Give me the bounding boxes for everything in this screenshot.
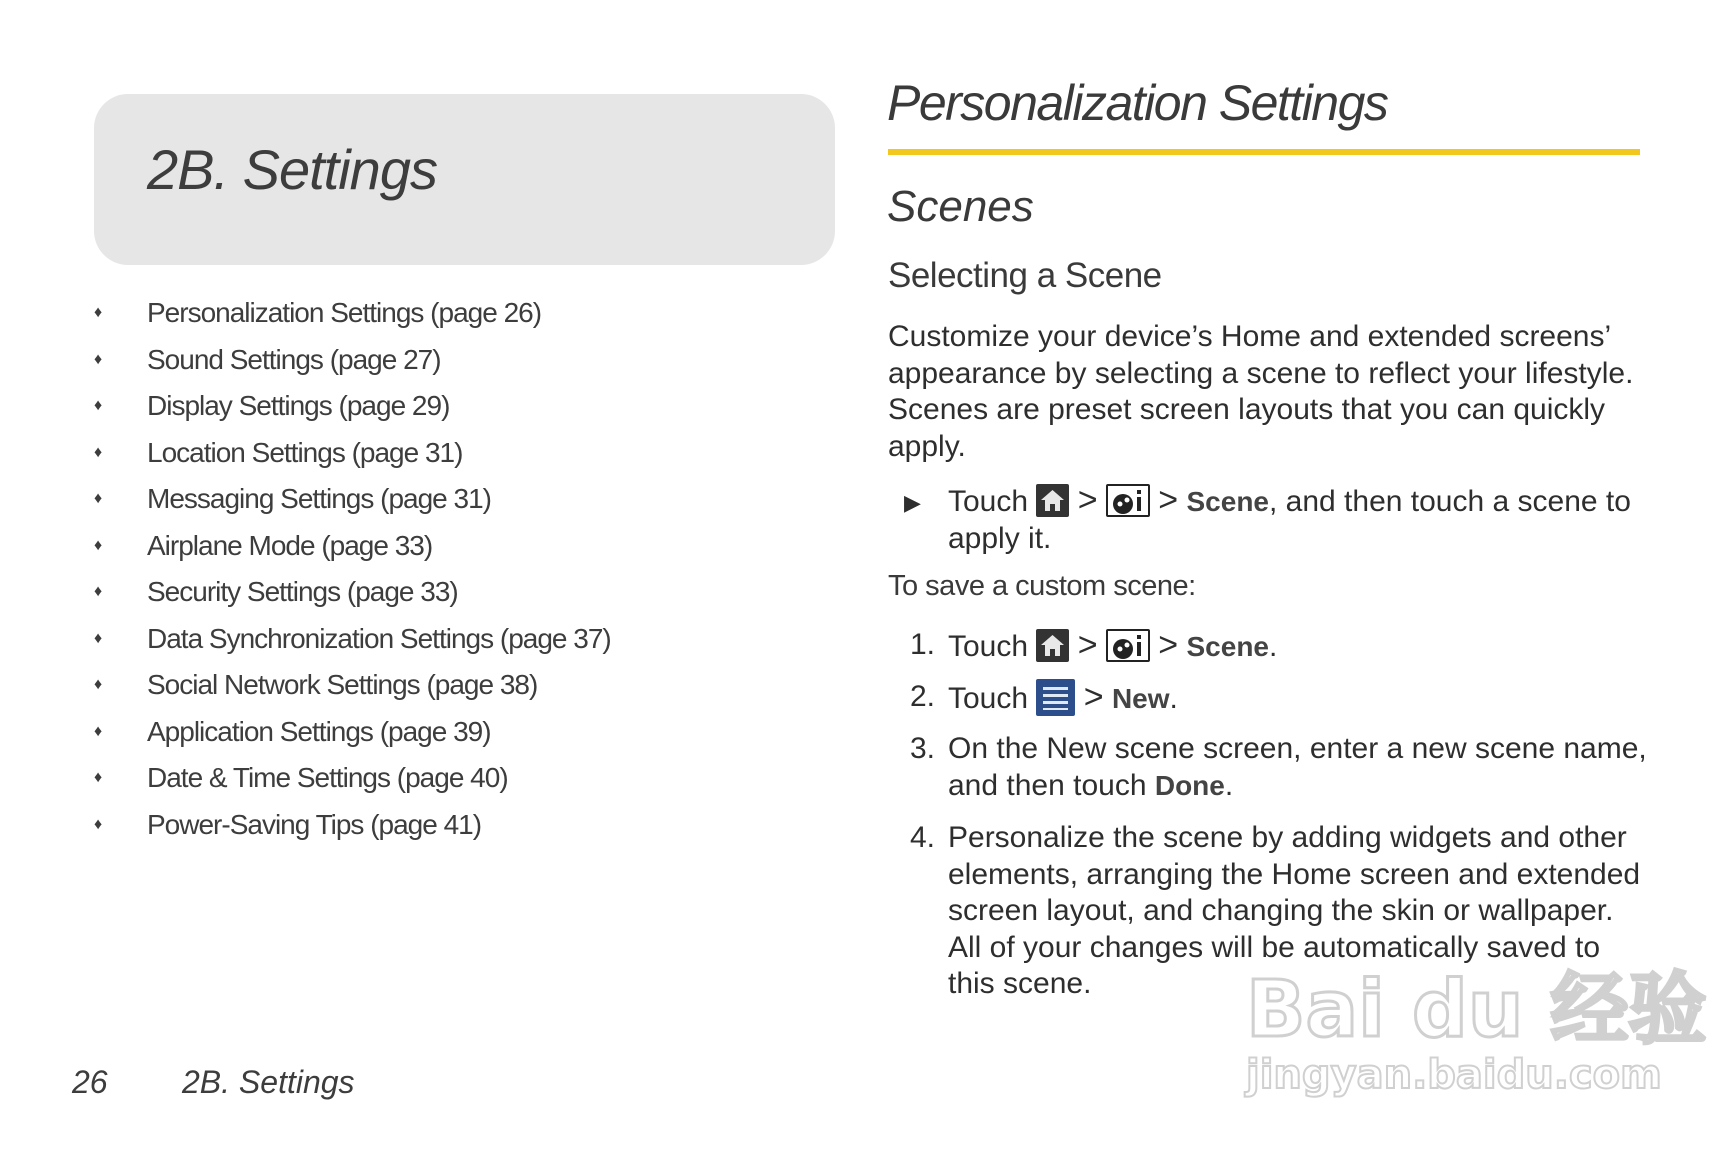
all-apps-icon bbox=[1106, 484, 1150, 517]
numbered-step-3 bbox=[910, 731, 1648, 804]
step-end-text: . bbox=[1269, 630, 1278, 663]
toc-entry[interactable]: Airplane Mode (page 33) bbox=[147, 529, 433, 561]
step-touch-text: Touch bbox=[948, 630, 1029, 663]
intro-paragraph: Customize your device’s Home and extended screens’ appearance by selecting a scene to reflect your lifestyle. Scenes are preset screen layouts that you can quickly apply. bbox=[888, 320, 1634, 463]
section-divider bbox=[888, 149, 1640, 155]
home-icon bbox=[1036, 484, 1069, 517]
numbered-step-1 bbox=[910, 626, 1648, 666]
chapter-title: 2B. Settings bbox=[147, 138, 437, 201]
step-number: 4. bbox=[910, 821, 936, 854]
section-title: Personalization Settings bbox=[887, 75, 1388, 131]
arrow-marker-icon: ▶ bbox=[904, 490, 921, 515]
step-touch-text: Touch bbox=[948, 682, 1029, 715]
home-icon bbox=[1036, 629, 1069, 662]
toc-entry[interactable]: Personalization Settings (page 26) bbox=[147, 297, 542, 328]
list-item bbox=[94, 665, 794, 712]
list-item bbox=[94, 619, 794, 666]
step-end-text: . bbox=[1224, 768, 1234, 802]
toc-entry[interactable]: Application Settings (page 39) bbox=[147, 715, 491, 747]
list-item bbox=[94, 805, 794, 852]
step-number: 1. bbox=[910, 628, 936, 661]
list-item bbox=[94, 572, 794, 619]
menu-icon bbox=[1036, 679, 1075, 716]
bullet-icon: ♦ bbox=[94, 629, 102, 647]
list-item bbox=[94, 758, 794, 805]
step-touch-text: Touch bbox=[948, 485, 1029, 518]
bullet-icon: ♦ bbox=[94, 815, 102, 833]
numbered-step-4 bbox=[910, 820, 1648, 1003]
scene-keyword: Scene bbox=[1186, 486, 1269, 517]
bullet-icon: ♦ bbox=[94, 350, 102, 368]
watermark-brand-text: Bai du 经验 bbox=[1246, 965, 1707, 1055]
toc-entry[interactable]: Data Synchronization Settings (page 37) bbox=[147, 622, 611, 654]
watermark-url-text: jingyan.baidu.com bbox=[1246, 1052, 1662, 1098]
list-item bbox=[94, 712, 794, 759]
toc-entry[interactable]: Display Settings (page 29) bbox=[147, 390, 450, 421]
bullet-icon: ♦ bbox=[94, 583, 102, 600]
all-apps-icon bbox=[1106, 629, 1150, 662]
bullet-icon: ♦ bbox=[94, 443, 102, 461]
list-item bbox=[94, 526, 794, 573]
topic-title: Selecting a Scene bbox=[888, 256, 1162, 295]
separator-text: > bbox=[1077, 626, 1098, 664]
chapter-contents-list bbox=[94, 293, 794, 851]
toc-entry[interactable]: Date & Time Settings (page 40) bbox=[147, 762, 508, 793]
list-item bbox=[94, 340, 794, 387]
step-text: On the New scene screen, enter a new scene name, and then touch bbox=[948, 732, 1647, 802]
list-item bbox=[94, 479, 794, 526]
bullet-icon: ♦ bbox=[94, 536, 102, 554]
bullet-icon: ♦ bbox=[94, 769, 102, 786]
step-end-text: . bbox=[1169, 682, 1178, 715]
subsection-title: Scenes bbox=[887, 182, 1034, 231]
new-keyword: New bbox=[1111, 683, 1170, 714]
list-item bbox=[94, 293, 794, 340]
step-text: Personalize the scene by adding widgets and other elements, arranging the Home screen and extended screen layout, and changing the skin or wallpaper. All of your changes will be automatically saved to this scene. bbox=[948, 821, 1641, 1000]
page-number: 26 bbox=[72, 1064, 108, 1100]
arrow-step bbox=[904, 481, 1648, 557]
done-keyword: Done bbox=[1154, 769, 1225, 801]
toc-entry[interactable]: Social Network Settings (page 38) bbox=[147, 669, 538, 700]
numbered-step-2 bbox=[910, 678, 1648, 718]
toc-entry[interactable]: Power-Saving Tips (page 41) bbox=[147, 808, 482, 840]
custom-scene-heading: To save a custom scene: bbox=[888, 570, 1196, 602]
footer-section-title: 2B. Settings bbox=[182, 1064, 355, 1100]
bullet-icon: ♦ bbox=[94, 397, 102, 414]
scene-keyword: Scene bbox=[1186, 631, 1269, 662]
step-number: 2. bbox=[910, 680, 936, 713]
toc-entry[interactable]: Messaging Settings (page 31) bbox=[147, 483, 491, 514]
separator-text: > bbox=[1158, 481, 1179, 519]
list-item bbox=[94, 433, 794, 480]
toc-entry[interactable]: Location Settings (page 31) bbox=[147, 436, 463, 468]
bullet-icon: ♦ bbox=[94, 722, 102, 740]
bullet-icon: ♦ bbox=[94, 304, 102, 321]
step-rest-text: , and then touch a scene to apply it. bbox=[948, 485, 1631, 555]
step-number: 3. bbox=[910, 732, 936, 765]
separator-text: > bbox=[1077, 481, 1098, 519]
separator-text: > bbox=[1158, 626, 1179, 664]
toc-entry[interactable]: Security Settings (page 33) bbox=[147, 576, 458, 607]
toc-entry[interactable]: Sound Settings (page 27) bbox=[147, 343, 441, 375]
separator-text: > bbox=[1083, 678, 1104, 716]
bullet-icon: ♦ bbox=[94, 490, 102, 507]
bullet-icon: ♦ bbox=[94, 676, 102, 693]
list-item bbox=[94, 386, 794, 433]
